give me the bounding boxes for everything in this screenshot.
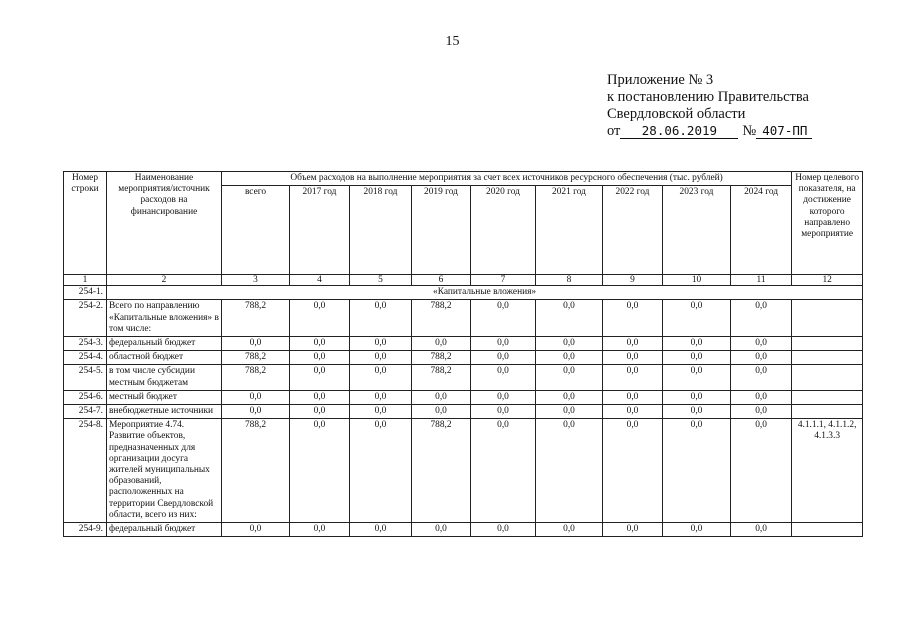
row-value: 0,0 (731, 300, 792, 337)
row-value: 0,0 (471, 300, 536, 337)
row-value: 0,0 (222, 390, 290, 404)
row-value: 0,0 (536, 390, 603, 404)
row-value: 0,0 (603, 337, 663, 351)
row-indicator (792, 405, 863, 419)
row-value: 0,0 (350, 300, 412, 337)
row-value: 0,0 (412, 523, 471, 537)
row-number: 254-3. (64, 337, 107, 351)
table-row (64, 523, 863, 537)
row-value: 788,2 (412, 351, 471, 365)
row-value: 0,0 (663, 405, 731, 419)
row-value: 0,0 (731, 523, 792, 537)
row-value: 0,0 (290, 419, 350, 523)
row-value: 0,0 (536, 337, 603, 351)
table-row (64, 300, 863, 337)
row-indicator (792, 523, 863, 537)
row-number: 254-7. (64, 405, 107, 419)
row-value: 0,0 (603, 390, 663, 404)
row-value: 0,0 (290, 390, 350, 404)
row-value: 0,0 (663, 337, 731, 351)
table-row (64, 419, 863, 523)
row-indicator (792, 351, 863, 365)
row-value: 0,0 (663, 390, 731, 404)
appendix-title: Приложение № 3 (607, 72, 714, 88)
row-value: 0,0 (603, 405, 663, 419)
row-value: 0,0 (290, 300, 350, 337)
row-indicator: 4.1.1.1, 4.1.1.2, 4.1.3.3 (792, 419, 863, 523)
row-value: 0,0 (536, 405, 603, 419)
row-value: 0,0 (350, 523, 412, 537)
header-volume: Объем расходов на выполнение мероприятия за счет всех источников ресурсного обеспечения (тыс. рублей) (222, 172, 792, 186)
table-row (64, 351, 863, 365)
column-index: 2 (107, 275, 222, 286)
column-index-row (64, 275, 863, 286)
row-name: федеральный бюджет (107, 337, 222, 351)
header-indicator: Номер целевого показателя, на достижение которого направлено мероприятие (792, 172, 863, 275)
row-name: Мероприятие 4.74. Развитие объектов, предназначенных для организации досуга жителей муниципальных образований, расположенных на территории Свердловской области, всего из них: (107, 419, 222, 523)
row-value: 788,2 (222, 300, 290, 337)
row-value: 0,0 (350, 419, 412, 523)
row-value: 0,0 (412, 337, 471, 351)
row-value: 0,0 (603, 365, 663, 390)
resolution-date: 28.06.2019 (620, 124, 738, 139)
header-year: 2022 год (603, 186, 663, 275)
column-index: 11 (731, 275, 792, 286)
row-value: 0,0 (731, 337, 792, 351)
row-value: 0,0 (222, 523, 290, 537)
row-value: 0,0 (290, 351, 350, 365)
row-value: 0,0 (290, 523, 350, 537)
row-value: 0,0 (222, 337, 290, 351)
row-value: 0,0 (350, 351, 412, 365)
header-year: 2021 год (536, 186, 603, 275)
row-name: Всего по направлению «Капитальные вложения» в том числе: (107, 300, 222, 337)
row-value: 0,0 (471, 337, 536, 351)
header-year: 2024 год (731, 186, 792, 275)
section-number: 254-1. (64, 286, 107, 300)
header-year: 2019 год (412, 186, 471, 275)
row-value: 0,0 (663, 419, 731, 523)
resolution-date-line (607, 123, 812, 140)
row-value: 0,0 (471, 405, 536, 419)
row-value: 0,0 (536, 351, 603, 365)
column-index: 10 (663, 275, 731, 286)
appendix-line-2: к постановлению Правительства (607, 89, 809, 105)
column-index: 1 (64, 275, 107, 286)
column-index: 12 (792, 275, 863, 286)
header-year: 2018 год (350, 186, 412, 275)
row-indicator (792, 390, 863, 404)
column-index: 7 (471, 275, 536, 286)
row-value: 788,2 (222, 351, 290, 365)
table-row (64, 337, 863, 351)
row-value: 0,0 (731, 351, 792, 365)
row-value: 0,0 (603, 351, 663, 365)
row-name: внебюджетные источники (107, 405, 222, 419)
table-body (64, 275, 863, 537)
column-index: 3 (222, 275, 290, 286)
row-value: 788,2 (412, 419, 471, 523)
row-value: 0,0 (603, 419, 663, 523)
row-name: в том числе субсидии местным бюджетам (107, 365, 222, 390)
section-row (64, 286, 863, 300)
row-value: 0,0 (412, 405, 471, 419)
row-value: 0,0 (471, 365, 536, 390)
table-row (64, 390, 863, 404)
header-year: 2023 год (663, 186, 731, 275)
row-value: 0,0 (290, 405, 350, 419)
row-value: 0,0 (350, 337, 412, 351)
table-row (64, 405, 863, 419)
row-name: областной бюджет (107, 351, 222, 365)
header-year: 2020 год (471, 186, 536, 275)
row-value: 0,0 (471, 523, 536, 537)
row-value: 0,0 (536, 523, 603, 537)
row-number: 254-9. (64, 523, 107, 537)
row-value: 0,0 (603, 300, 663, 337)
column-index: 4 (290, 275, 350, 286)
resolution-number: 407-ПП (756, 124, 812, 139)
row-value: 0,0 (731, 390, 792, 404)
row-value: 0,0 (471, 351, 536, 365)
row-value: 0,0 (663, 365, 731, 390)
row-value: 0,0 (663, 300, 731, 337)
row-number: 254-2. (64, 300, 107, 337)
row-value: 788,2 (412, 365, 471, 390)
header-row-number: Номер строки (64, 172, 107, 275)
row-value: 0,0 (471, 419, 536, 523)
row-value: 0,0 (222, 405, 290, 419)
row-value: 0,0 (290, 337, 350, 351)
row-value: 0,0 (536, 419, 603, 523)
row-name: федеральный бюджет (107, 523, 222, 537)
row-value: 0,0 (663, 523, 731, 537)
row-value: 0,0 (536, 300, 603, 337)
row-value: 0,0 (471, 390, 536, 404)
row-number: 254-5. (64, 365, 107, 390)
row-value: 0,0 (731, 365, 792, 390)
row-name: местный бюджет (107, 390, 222, 404)
page-number: 15 (445, 34, 460, 49)
row-value: 0,0 (350, 365, 412, 390)
column-index: 6 (412, 275, 471, 286)
header-name: Наименование мероприятия/источник расходов на финансирование (107, 172, 222, 275)
appendix-line-3: Свердловской области (607, 106, 746, 122)
row-number: 254-8. (64, 419, 107, 523)
column-index: 9 (603, 275, 663, 286)
header-year: 2017 год (290, 186, 350, 275)
header-total: всего (222, 186, 290, 275)
row-number: 254-4. (64, 351, 107, 365)
number-label: № (742, 123, 757, 139)
budget-table (63, 171, 863, 537)
row-value: 0,0 (663, 351, 731, 365)
row-value: 0,0 (290, 365, 350, 390)
row-indicator (792, 337, 863, 351)
row-value: 788,2 (412, 300, 471, 337)
header-row-1 (64, 172, 863, 186)
row-value: 0,0 (412, 390, 471, 404)
row-value: 0,0 (731, 405, 792, 419)
section-title: «Капитальные вложения» (107, 286, 863, 300)
from-label: от (607, 123, 621, 139)
row-value: 0,0 (350, 405, 412, 419)
row-value: 0,0 (603, 523, 663, 537)
row-value: 788,2 (222, 365, 290, 390)
row-value: 0,0 (536, 365, 603, 390)
row-indicator (792, 300, 863, 337)
row-value: 0,0 (731, 419, 792, 523)
column-index: 5 (350, 275, 412, 286)
row-value: 788,2 (222, 419, 290, 523)
column-index: 8 (536, 275, 603, 286)
row-indicator (792, 365, 863, 390)
row-number: 254-6. (64, 390, 107, 404)
appendix-block (607, 72, 812, 140)
table-row (64, 365, 863, 390)
row-value: 0,0 (350, 390, 412, 404)
